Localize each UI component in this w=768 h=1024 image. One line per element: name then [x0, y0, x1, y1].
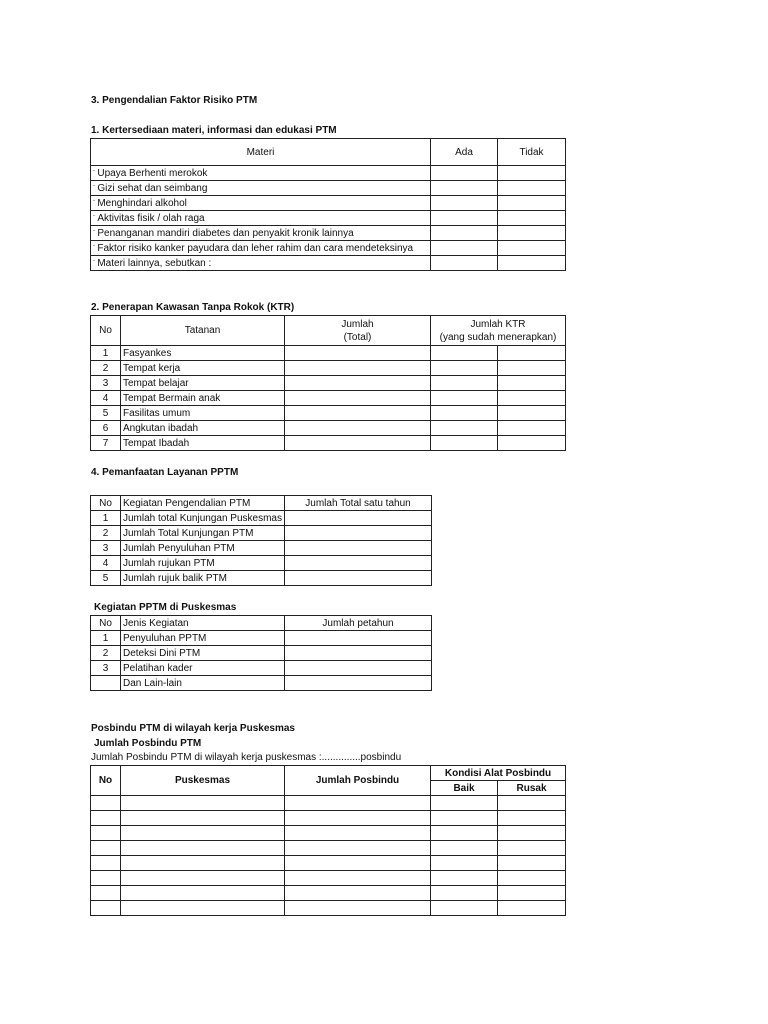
materi-label: Gizi sehat dan seimbang	[97, 182, 208, 194]
tidak-cell	[498, 226, 566, 241]
tatanan-cell: Tempat Bermain anak	[121, 391, 285, 406]
row-number	[91, 676, 121, 691]
pptm-row	[91, 556, 432, 571]
puskesmas-cell	[121, 841, 285, 856]
materi-row	[91, 256, 566, 271]
kegiatan-puskesmas-table	[90, 615, 432, 691]
row-number: 4	[91, 391, 121, 406]
no-cell	[91, 901, 121, 916]
jumlah-cell	[285, 436, 431, 451]
row-number: 2	[91, 526, 121, 541]
puskesmas-cell	[121, 796, 285, 811]
ktr-cell	[498, 376, 566, 391]
jumlah-cell	[285, 526, 432, 541]
ktr-cell	[431, 361, 498, 376]
rusak-cell	[498, 856, 566, 871]
ktr-table-title: 2. Penerapan Kawasan Tanpa Rokok (KTR)	[91, 302, 295, 313]
rusak-cell	[498, 826, 566, 841]
tatanan-cell: Tempat belajar	[121, 376, 285, 391]
materi-cell	[91, 181, 431, 196]
jumlah-cell	[285, 511, 432, 526]
tatanan-cell: Tempat kerja	[121, 361, 285, 376]
rusak-cell	[498, 871, 566, 886]
row-number: 4	[91, 556, 121, 571]
ktr-cell	[431, 436, 498, 451]
materi-header: Materi	[91, 139, 431, 166]
row-number: 1	[91, 346, 121, 361]
sudah-menerapkan-label: (yang sudah menerapkan)	[439, 331, 557, 343]
tidak-cell	[498, 196, 566, 211]
materi-cell	[91, 226, 431, 241]
rusak-cell	[498, 796, 566, 811]
ktr-cell	[431, 391, 498, 406]
ada-cell	[431, 241, 498, 256]
materi-row	[91, 166, 566, 181]
ada-cell	[431, 226, 498, 241]
puskesmas-cell	[121, 901, 285, 916]
jumlah-cell	[285, 661, 432, 676]
tidak-cell	[498, 256, 566, 271]
baik-cell	[431, 901, 498, 916]
puskesmas-header: Puskesmas	[121, 766, 285, 796]
pptm-row	[91, 541, 432, 556]
jumlah-cell	[285, 856, 431, 871]
ktr-cell	[431, 376, 498, 391]
posbindu-row	[91, 841, 566, 856]
materi-cell	[91, 256, 431, 271]
materi-row	[91, 211, 566, 226]
kegiatan-puskesmas-title: Kegiatan PPTM di Puskesmas	[94, 602, 237, 613]
jenis-kegiatan-cell: Deteksi Dini PTM	[121, 646, 285, 661]
jumlah-ktr-label: Jumlah KTR	[470, 318, 526, 330]
jumlah-cell	[285, 796, 431, 811]
jumlah-cell	[285, 571, 432, 586]
baik-header: Baik	[431, 781, 498, 796]
materi-label: Penanganan mandiri diabetes dan penyakit kronik lainnya	[97, 227, 354, 239]
no-cell	[91, 871, 121, 886]
ktr-cell	[498, 436, 566, 451]
posbindu-row	[91, 811, 566, 826]
tatanan-cell: Tempat Ibadah	[121, 436, 285, 451]
bullet-icon: ¨	[93, 229, 96, 237]
row-number: 6	[91, 421, 121, 436]
jumlah-petahun-header: Jumlah petahun	[285, 616, 432, 631]
tatanan-cell: Angkutan ibadah	[121, 421, 285, 436]
jumlah-cell	[285, 676, 432, 691]
baik-cell	[431, 841, 498, 856]
pptm-table	[90, 495, 432, 586]
posbindu-subtitle: Jumlah Posbindu PTM	[94, 738, 202, 749]
jumlah-cell	[285, 901, 431, 916]
jenis-kegiatan-header: Jenis Kegiatan	[121, 616, 285, 631]
jumlah-posbindu-header: Jumlah Posbindu	[285, 766, 431, 796]
jenis-kegiatan-cell: Dan Lain-lain	[121, 676, 285, 691]
ada-cell	[431, 211, 498, 226]
jumlah-cell	[285, 346, 431, 361]
ktr-cell	[498, 361, 566, 376]
ktr-cell	[498, 421, 566, 436]
posbindu-row	[91, 826, 566, 841]
posbindu-count-line: Jumlah Posbindu PTM di wilayah kerja puskesmas :..............posbindu	[91, 752, 402, 763]
ktr-row	[91, 376, 566, 391]
materi-label: Faktor risiko kanker payudara dan leher rahim dan cara mendeteksinya	[97, 242, 414, 254]
materi-cell	[91, 166, 431, 181]
jumlah-cell	[285, 361, 431, 376]
posbindu-row	[91, 856, 566, 871]
kegiatan-row	[91, 631, 432, 646]
jumlah-cell	[285, 421, 431, 436]
row-number: 1	[91, 511, 121, 526]
row-number: 3	[91, 376, 121, 391]
bullet-icon: ¨	[93, 244, 96, 252]
kegiatan-cell: Jumlah total Kunjungan Puskesmas	[121, 511, 285, 526]
baik-cell	[431, 811, 498, 826]
row-number: 5	[91, 406, 121, 421]
kegiatan-cell: Jumlah Total Kunjungan PTM	[121, 526, 285, 541]
no-cell	[91, 886, 121, 901]
jumlah-cell	[285, 541, 432, 556]
bullet-icon: ¨	[93, 169, 96, 177]
ktr-table	[90, 315, 566, 451]
materi-label: Upaya Berhenti merokok	[97, 167, 208, 179]
materi-row	[91, 196, 566, 211]
bullet-icon: ¨	[93, 259, 96, 267]
ada-cell	[431, 256, 498, 271]
total-label: (Total)	[343, 331, 372, 343]
posbindu-row	[91, 871, 566, 886]
kondisi-alat-header: Kondisi Alat Posbindu	[431, 766, 566, 781]
tidak-cell	[498, 241, 566, 256]
puskesmas-cell	[121, 826, 285, 841]
kegiatan-cell: Jumlah Penyuluhan PTM	[121, 541, 285, 556]
materi-table	[90, 138, 566, 271]
rusak-cell	[498, 811, 566, 826]
row-number: 2	[91, 646, 121, 661]
row-number: 3	[91, 541, 121, 556]
jumlah-ktr-header	[431, 316, 566, 346]
ada-cell	[431, 196, 498, 211]
kegiatan-row	[91, 646, 432, 661]
ktr-cell	[498, 346, 566, 361]
jumlah-label: Jumlah	[341, 318, 374, 330]
ktr-cell	[431, 421, 498, 436]
materi-label: Materi lainnya, sebutkan :	[97, 257, 212, 269]
ktr-row	[91, 391, 566, 406]
baik-cell	[431, 856, 498, 871]
posbindu-title: Posbindu PTM di wilayah kerja Puskesmas	[91, 723, 295, 734]
jumlah-cell	[285, 811, 431, 826]
pptm-row	[91, 511, 432, 526]
ktr-row	[91, 346, 566, 361]
materi-row	[91, 181, 566, 196]
tidak-cell	[498, 211, 566, 226]
rusak-cell	[498, 901, 566, 916]
jumlah-cell	[285, 886, 431, 901]
tidak-header: Tidak	[498, 139, 566, 166]
ktr-no-header: No	[91, 316, 121, 346]
tidak-cell	[498, 181, 566, 196]
tatanan-cell: Fasyankes	[121, 346, 285, 361]
kegiatan-row	[91, 661, 432, 676]
jumlah-cell	[285, 631, 432, 646]
jumlah-cell	[285, 871, 431, 886]
baik-cell	[431, 796, 498, 811]
materi-table-title: 1. Kertersediaan materi, informasi dan edukasi PTM	[91, 125, 337, 136]
ktr-row	[91, 406, 566, 421]
row-number: 1	[91, 631, 121, 646]
jumlah-cell	[285, 406, 431, 421]
baik-cell	[431, 871, 498, 886]
jenis-kegiatan-cell: Pelatihan kader	[121, 661, 285, 676]
materi-cell	[91, 211, 431, 226]
puskesmas-cell	[121, 811, 285, 826]
kegiatan-cell: Jumlah rujuk balik PTM	[121, 571, 285, 586]
kp-no-header: No	[91, 616, 121, 631]
ktr-row	[91, 421, 566, 436]
ada-header: Ada	[431, 139, 498, 166]
posbindu-table	[90, 765, 566, 916]
puskesmas-cell	[121, 871, 285, 886]
bullet-icon: ¨	[93, 199, 96, 207]
jumlah-cell	[285, 376, 431, 391]
kegiatan-header: Kegiatan Pengendalian PTM	[121, 496, 285, 511]
no-cell	[91, 826, 121, 841]
no-cell	[91, 841, 121, 856]
row-number: 5	[91, 571, 121, 586]
ada-cell	[431, 181, 498, 196]
puskesmas-cell	[121, 886, 285, 901]
section-3-title: 3. Pengendalian Faktor Risiko PTM	[91, 95, 258, 106]
bullet-icon: ¨	[93, 184, 96, 192]
no-cell	[91, 856, 121, 871]
no-cell	[91, 811, 121, 826]
puskesmas-cell	[121, 856, 285, 871]
pptm-row	[91, 526, 432, 541]
materi-row	[91, 226, 566, 241]
materi-label: Menghindari alkohol	[97, 197, 187, 209]
ktr-row	[91, 361, 566, 376]
ada-cell	[431, 166, 498, 181]
baik-cell	[431, 886, 498, 901]
ktr-cell	[498, 406, 566, 421]
posbindu-row	[91, 886, 566, 901]
materi-label: Aktivitas fisik / olah raga	[97, 212, 205, 224]
kegiatan-row	[91, 676, 432, 691]
jumlah-cell	[285, 826, 431, 841]
row-number: 2	[91, 361, 121, 376]
pptm-row	[91, 571, 432, 586]
ktr-cell	[431, 406, 498, 421]
tatanan-header: Tatanan	[121, 316, 285, 346]
baik-cell	[431, 826, 498, 841]
bullet-icon: ¨	[93, 214, 96, 222]
ktr-cell	[431, 346, 498, 361]
ktr-row	[91, 436, 566, 451]
materi-row	[91, 241, 566, 256]
jumlah-cell	[285, 646, 432, 661]
rusak-cell	[498, 841, 566, 856]
materi-cell	[91, 196, 431, 211]
no-cell	[91, 796, 121, 811]
tatanan-cell: Fasilitas umum	[121, 406, 285, 421]
row-number: 3	[91, 661, 121, 676]
jumlah-total-header	[285, 316, 431, 346]
pptm-table-title: 4. Pemanfaatan Layanan PPTM	[91, 467, 239, 478]
pptm-no-header: No	[91, 496, 121, 511]
jumlah-cell	[285, 556, 432, 571]
rusak-header: Rusak	[498, 781, 566, 796]
posbindu-row	[91, 796, 566, 811]
jumlah-tahun-header: Jumlah Total satu tahun	[285, 496, 432, 511]
posbindu-row	[91, 901, 566, 916]
materi-cell	[91, 241, 431, 256]
row-number: 7	[91, 436, 121, 451]
jumlah-cell	[285, 391, 431, 406]
rusak-cell	[498, 886, 566, 901]
jumlah-cell	[285, 841, 431, 856]
jenis-kegiatan-cell: Penyuluhan PPTM	[121, 631, 285, 646]
tidak-cell	[498, 166, 566, 181]
posbindu-no-header: No	[91, 766, 121, 796]
kegiatan-cell: Jumlah rujukan PTM	[121, 556, 285, 571]
ktr-cell	[498, 391, 566, 406]
